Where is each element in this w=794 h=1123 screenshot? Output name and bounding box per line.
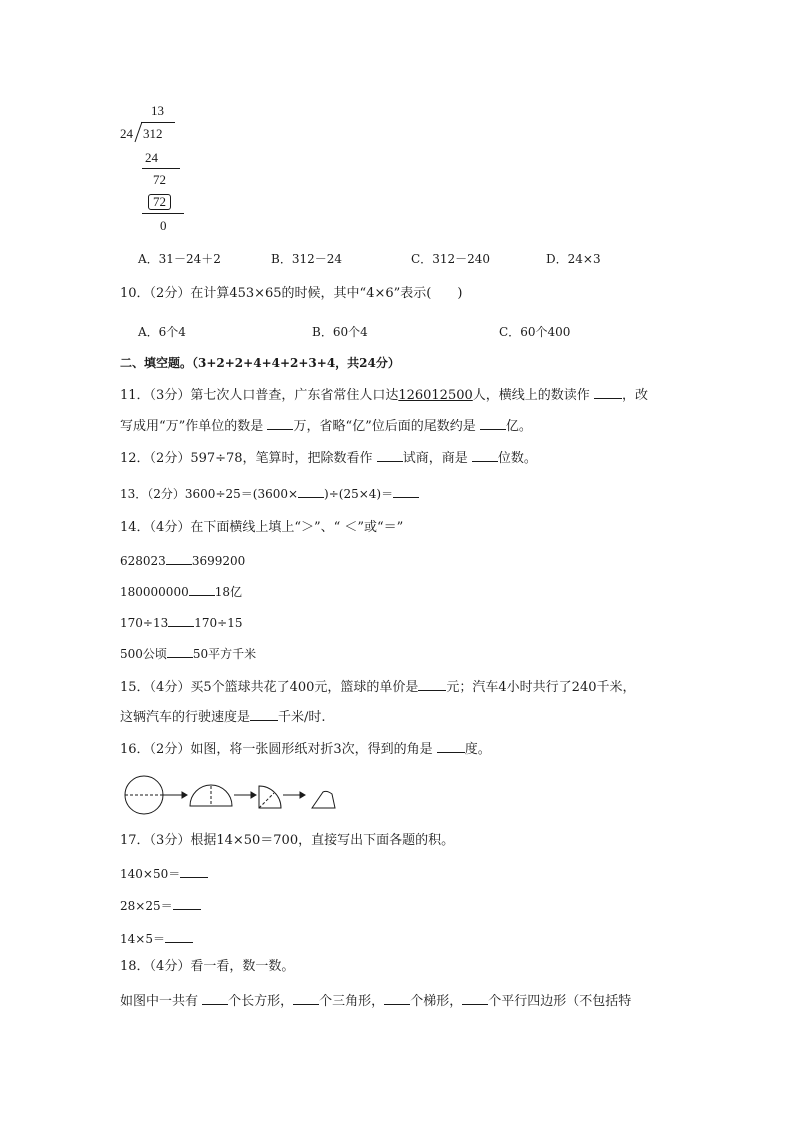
division-line-2 <box>142 213 184 214</box>
q18-blank-4[interactable] <box>462 991 488 1005</box>
circle-folding-figure <box>120 770 345 820</box>
q18-question <box>120 991 631 1010</box>
q10-option-a[interactable]: A．6个4 <box>138 325 186 339</box>
q17-blank-1[interactable] <box>180 864 208 878</box>
q14-item-4-right: 50平方千米 <box>192 647 257 661</box>
q11-text-f: 亿。 <box>505 419 532 434</box>
q12-text-c: 位数。 <box>497 451 537 466</box>
q15-text-a: 15．（4分）买5个篮球共花了400元，篮球的单价是 <box>120 680 419 695</box>
q14-item-1-right: 3699200 <box>191 554 246 568</box>
q14-item-2 <box>120 582 242 600</box>
q16-blank-1[interactable] <box>437 739 465 753</box>
q11-text-d: 写成用“万”作单位的数是 <box>120 419 264 434</box>
q15-blank-2[interactable] <box>250 707 278 721</box>
q18-title: 18．（4分）看一看，数一数。 <box>120 959 295 974</box>
quarter-fold-line <box>259 793 274 808</box>
q12-blank-2[interactable] <box>472 448 498 462</box>
q11-text-c: ，改 <box>621 388 648 403</box>
q14-item-4-left: 500公顷 <box>120 647 167 661</box>
q17-item-2 <box>120 896 201 914</box>
arrow-head-2 <box>251 792 256 798</box>
q12-text-b: 试商，商是 <box>402 451 468 466</box>
q9-option-d[interactable]: D．24×3 <box>546 252 601 266</box>
q9-option-c[interactable]: C．312－240 <box>411 252 490 266</box>
q16-text-b: 度。 <box>464 742 491 757</box>
q11-text-a: 11．（3分）第七次人口普查，广东省常住人口达 <box>120 388 399 403</box>
q9-option-a[interactable]: A．31－24＋2 <box>138 252 221 266</box>
q17-item-3-text: 14×5＝ <box>120 932 165 946</box>
q18-blank-3[interactable] <box>384 991 410 1005</box>
arrow-head-1 <box>182 792 187 798</box>
division-line-1 <box>142 168 180 169</box>
q18-text-a: 如图中一共有 <box>120 994 199 1009</box>
q15-text-c: 这辆汽车的行驶速度是 <box>120 710 251 725</box>
step-3-boxed: 72 <box>148 194 171 210</box>
q15-blank-1[interactable] <box>418 677 446 691</box>
q13-text-c: )÷(25×4)＝ <box>324 487 394 501</box>
q15-line-1 <box>120 677 636 696</box>
q18-text-e: 个平行四边形（不包括特 <box>488 994 632 1009</box>
q18-blank-2[interactable] <box>293 991 319 1005</box>
q14-question: 14．（4分）在下面横线上填上“＞”、“ ＜”或“＝” <box>120 520 404 535</box>
q14-blank-2[interactable] <box>189 582 215 596</box>
arrow-head-3 <box>300 792 305 798</box>
quotient: 13 <box>151 103 164 118</box>
q17-item-2-text: 28×25＝ <box>120 899 173 913</box>
q10-question: 10．（2分）在计算453×65的时候，其中“4×6”表示( ) <box>120 286 463 301</box>
q13-question <box>120 484 419 502</box>
q12-text-a: 12．（2分）597÷78，笔算时，把除数看作 <box>120 451 373 466</box>
q14-item-2-left: 180000000 <box>120 585 189 599</box>
q14-item-1 <box>120 551 245 569</box>
q16-text-a: 16．（2分）如图，将一张圆形纸对折3次，得到的角是 <box>120 742 433 757</box>
q14-item-3-left: 170÷13 <box>120 616 169 630</box>
q17-blank-2[interactable] <box>173 896 201 910</box>
q13-text-a: 13．（2分） <box>120 487 185 501</box>
q14-item-3-right: 170÷15 <box>194 616 243 630</box>
step-2: 72 <box>153 172 166 187</box>
eighth-circle-shape <box>312 791 335 808</box>
q15-text-b: 元；汽车4小时共行了240千米， <box>446 680 636 695</box>
q17-question: 17．（3分）根据14×50＝700，直接写出下面各题的积。 <box>120 833 455 848</box>
q11-blank-2[interactable] <box>267 416 293 430</box>
q11-blank-3[interactable] <box>480 416 506 430</box>
division-bar <box>141 122 175 123</box>
step-1: 24 <box>145 150 158 165</box>
q14-blank-4[interactable] <box>167 644 193 658</box>
q16-question <box>120 739 491 758</box>
q18-text-d: 个梯形， <box>410 994 463 1009</box>
q15-text-d: 千米/时. <box>278 710 326 725</box>
q18-text-c: 个三角形， <box>319 994 385 1009</box>
q14-blank-3[interactable] <box>168 613 194 627</box>
q18-text-b: 个长方形， <box>228 994 294 1009</box>
q14-item-4 <box>120 644 256 662</box>
divisor: 24 <box>120 126 133 141</box>
q10-option-c[interactable]: C．60个400 <box>499 325 571 339</box>
q14-item-3 <box>120 613 242 631</box>
q11-line-2 <box>120 416 532 435</box>
q13-text-b: 3600÷25＝(3600× <box>184 487 299 501</box>
q18-blank-1[interactable] <box>202 991 228 1005</box>
dividend: 312 <box>143 126 163 141</box>
q11-population-number: 126012500 <box>398 388 473 403</box>
q17-blank-3[interactable] <box>165 929 193 943</box>
q11-blank-1[interactable] <box>594 385 622 399</box>
q11-text-b: 人，横线上的数读作 <box>472 388 590 403</box>
q13-blank-1[interactable] <box>298 484 324 498</box>
q12-question <box>120 448 537 467</box>
q11-text-e: 万，省略“亿”位后面的尾数约是 <box>293 419 476 434</box>
q13-blank-2[interactable] <box>393 484 419 498</box>
q17-item-3 <box>120 929 193 947</box>
q9-option-b[interactable]: B．312－24 <box>271 252 343 266</box>
q14-blank-1[interactable] <box>166 551 192 565</box>
remainder: 0 <box>160 218 167 233</box>
q15-line-2 <box>120 707 326 726</box>
q17-item-1 <box>120 864 208 882</box>
q17-item-1-text: 140×50＝ <box>120 867 181 881</box>
q14-item-1-left: 628023 <box>120 554 166 568</box>
section-2-heading: 二、填空题。（3+2+2+4+4+2+3+4，共24分） <box>120 356 400 370</box>
q11-line-1 <box>120 385 648 404</box>
q10-option-b[interactable]: B．60个4 <box>312 325 368 339</box>
q12-blank-1[interactable] <box>377 448 403 462</box>
q14-item-2-right: 18亿 <box>214 585 242 599</box>
